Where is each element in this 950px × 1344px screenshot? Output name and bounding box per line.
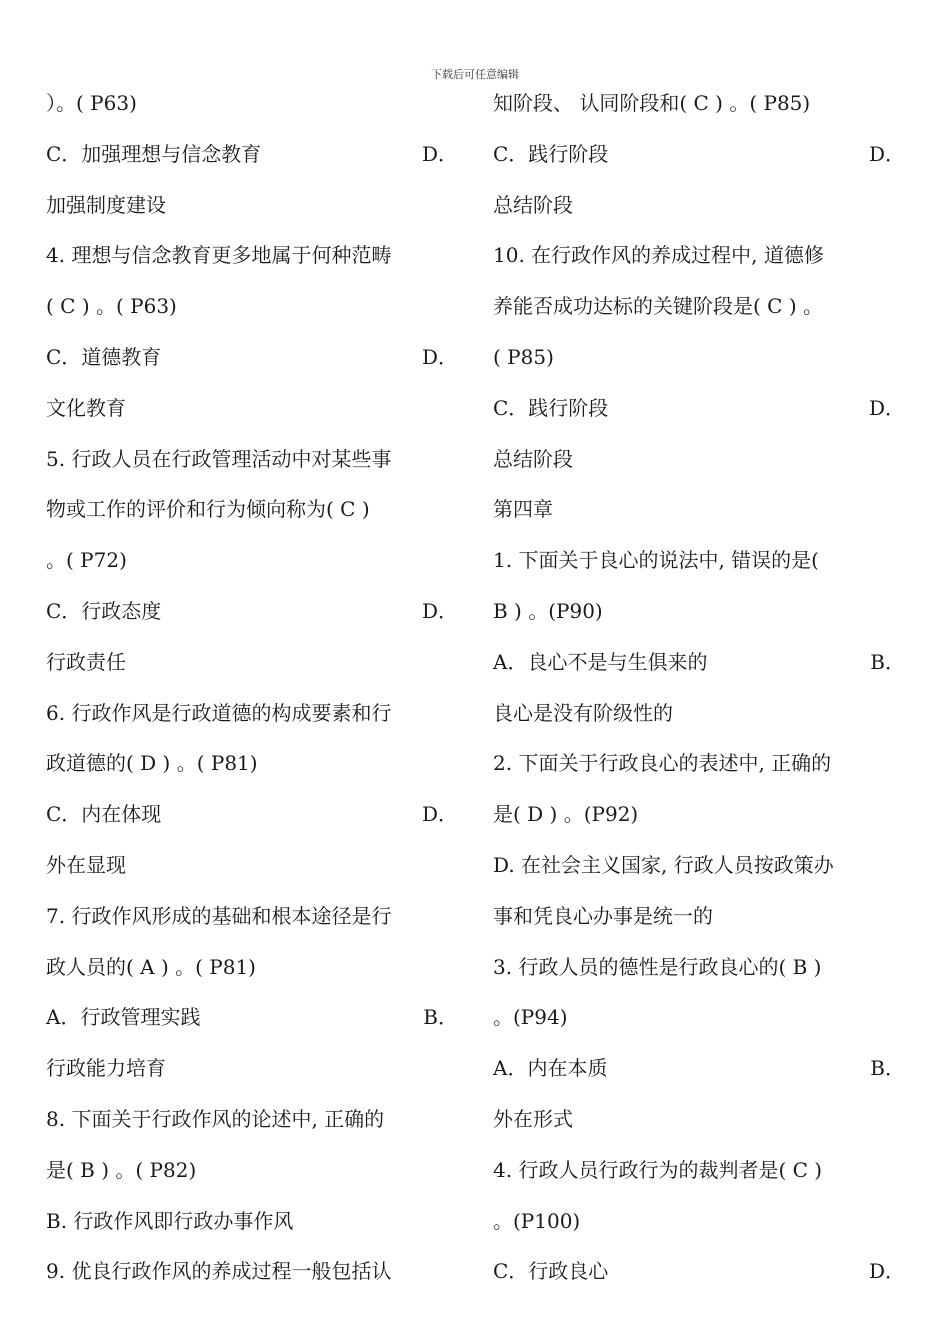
line-text: 9. 优良行政作风的养成过程一般包括认 <box>46 1259 392 1284</box>
text-line <box>493 1246 905 1297</box>
line-text: A．内在本质 <box>493 1056 608 1081</box>
line-text: 养能否成功达标的关键阶段是( C ) 。 <box>493 294 823 319</box>
text-line <box>493 586 905 637</box>
text-line <box>46 840 458 891</box>
line-text: 4. 理想与信念教育更多地属于何种范畴 <box>46 243 392 268</box>
line-text: 4. 行政人员行政行为的裁判者是( C ) <box>493 1157 823 1182</box>
line-text: A．良心不是与生俱来的 <box>493 649 708 674</box>
option-label: B． <box>423 1005 458 1030</box>
line-text: C．道德教育 <box>46 344 162 369</box>
text-line <box>46 230 458 281</box>
text-line <box>46 992 458 1043</box>
option-label: D． <box>421 598 458 623</box>
line-text: 1. 下面关于良心的说法中, 错误的是( <box>493 548 819 573</box>
right-column <box>493 78 905 1297</box>
text-line <box>46 1145 458 1196</box>
text-line <box>493 789 905 840</box>
line-text: B ) 。(P90) <box>493 598 603 623</box>
line-text: 是( B ) 。( P82) <box>46 1157 197 1182</box>
option-label: D． <box>421 802 458 827</box>
option-label: D． <box>421 344 458 369</box>
text-line <box>46 942 458 993</box>
line-text: 2. 下面关于行政良心的表述中, 正确的 <box>493 751 832 776</box>
line-text: 10. 在行政作风的养成过程中, 道德修 <box>493 243 824 268</box>
line-text: C．加强理想与信念教育 <box>46 141 262 166</box>
text-line <box>493 484 905 535</box>
page-header: 下载后可任意编辑 <box>431 68 519 81</box>
text-line <box>46 891 458 942</box>
line-text: 。(P94) <box>493 1005 568 1030</box>
left-column <box>46 78 458 1297</box>
text-line <box>493 535 905 586</box>
text-line <box>493 1043 905 1094</box>
option-label: B． <box>870 1056 905 1081</box>
line-text: ( P85) <box>493 344 554 369</box>
text-line <box>46 637 458 688</box>
line-text: C．行政态度 <box>46 598 162 623</box>
line-text: 事和凭良心办事是统一的 <box>493 903 713 928</box>
text-line <box>46 180 458 231</box>
line-text: B. 行政作风即行政办事作风 <box>46 1208 294 1233</box>
line-text: 外在显现 <box>46 852 126 877</box>
line-text: 知阶段、 认同阶段和( C ) 。( P85) <box>493 91 811 115</box>
line-text: C．行政良心 <box>493 1259 609 1284</box>
text-line <box>493 840 905 891</box>
text-line <box>493 1196 905 1247</box>
option-label: D． <box>421 141 458 166</box>
text-line <box>46 332 458 383</box>
text-line <box>46 789 458 840</box>
line-text: ）。( P63) <box>46 91 137 115</box>
line-text: 加强制度建设 <box>46 192 166 217</box>
text-line <box>46 1196 458 1247</box>
line-text: C．践行阶段 <box>493 141 609 166</box>
text-line <box>493 129 905 180</box>
text-line <box>493 434 905 485</box>
text-line <box>46 535 458 586</box>
line-text: 5. 行政人员在行政管理活动中对某些事 <box>46 446 392 471</box>
text-line <box>46 586 458 637</box>
text-line <box>493 1094 905 1145</box>
line-text: 是( D ) 。(P92) <box>493 802 639 827</box>
text-line <box>46 484 458 535</box>
option-label: D． <box>868 141 905 166</box>
line-text: 政人员的( A ) 。( P81) <box>46 954 256 979</box>
text-line <box>493 78 905 129</box>
text-line <box>493 1145 905 1196</box>
text-line <box>493 738 905 789</box>
text-line <box>493 942 905 993</box>
line-text: 总结阶段 <box>493 192 573 217</box>
line-text: 总结阶段 <box>493 446 573 471</box>
text-line <box>46 738 458 789</box>
line-text: 行政责任 <box>46 649 126 674</box>
line-text: 物或工作的评价和行为倾向称为( C ) <box>46 497 370 522</box>
text-line <box>46 281 458 332</box>
text-line <box>493 281 905 332</box>
text-line <box>493 383 905 434</box>
line-text: A．行政管理实践 <box>46 1005 201 1030</box>
text-line <box>46 129 458 180</box>
text-line <box>493 688 905 739</box>
line-text: 外在形式 <box>493 1106 573 1131</box>
text-line <box>493 992 905 1043</box>
text-line <box>493 180 905 231</box>
line-text: C．内在体现 <box>46 802 162 827</box>
line-text: 行政能力培育 <box>46 1056 166 1081</box>
line-text: 6. 行政作风是行政道德的构成要素和行 <box>46 700 392 725</box>
line-text: 3. 行政人员的德性是行政良心的( B ) <box>493 954 822 979</box>
option-label: D． <box>868 1259 905 1284</box>
line-text: D. 在社会主义国家, 行政人员按政策办 <box>493 852 834 877</box>
text-line <box>46 1246 458 1297</box>
line-text: C．践行阶段 <box>493 395 609 420</box>
text-line <box>493 230 905 281</box>
option-label: D． <box>868 395 905 420</box>
line-text: 良心是没有阶级性的 <box>493 700 673 725</box>
line-text: 第四章 <box>493 497 553 522</box>
line-text: 。( P72) <box>46 548 127 573</box>
text-line <box>493 891 905 942</box>
line-text: 政道德的( D ) 。( P81) <box>46 751 258 776</box>
line-text: 7. 行政作风形成的基础和根本途径是行 <box>46 903 392 928</box>
text-line <box>46 1043 458 1094</box>
option-label: B． <box>870 649 905 674</box>
text-line <box>46 78 458 129</box>
line-text: 8. 下面关于行政作风的论述中, 正确的 <box>46 1106 385 1131</box>
line-text: 。(P100) <box>493 1208 581 1233</box>
text-line <box>46 383 458 434</box>
line-text: ( C ) 。( P63) <box>46 294 177 319</box>
text-line <box>46 688 458 739</box>
text-line <box>493 332 905 383</box>
text-line <box>46 1094 458 1145</box>
text-line <box>46 434 458 485</box>
text-line <box>493 637 905 688</box>
line-text: 文化教育 <box>46 395 126 420</box>
